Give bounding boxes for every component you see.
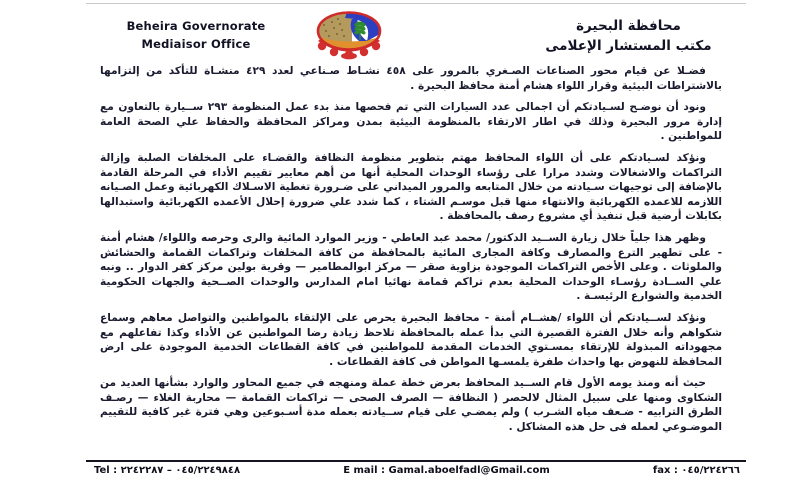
paragraph-6: حيث أنه ومنذ يومه الأول قام الســيد المحافظ بعرض خطة عملة ومنهجه في جميع المحاور والوارد بشأنها العديد من الشكاوى ومنها على سبيل المثال لالحصر ( النظافة — الصرف الصحى — تراكمات القمامة — محاربة الغلاء — رصـف الطرق الترابيه - ضـعف مياه الشـرب ) ولم يمضـي على قيام ســيادته بعمله مدة أسـبوعين وهي فترة غير كافية للتقييم الموضـوعي لعمله فى حل هذه المشاكل . [100, 377, 722, 434]
footer-email: E mail : Gamal.aboelfadl@Gmail.com [343, 465, 550, 476]
beheira-governorate-emblem-icon [311, 10, 387, 62]
footer-fax: fax : ٠٤٥/٢٢٤٢٦٦ [652, 465, 740, 476]
paragraph-4: وظهر هذا جلياً خلال زيارة الســيد الدكتور/ محمد عبد العاطي - وزير الموارد المائية والرى وحرصه واللواء/ هشام أمنة - على تطهير الترع والمصارف وكافة المجارى المائية بالمحافظة من كافة المخلفات وتراكمات القمامة والحشائش والملوثات . وعلى الأخص التراكمات الموجودة بزاوية صقر — مركز ابوالمطامير — وقرية بولين مركز كفر الدوار .. ونبه علي الســادة رؤسـاء الوحدات المحلية بعدم تراكم قمامة نهائيا امام المدارس والوحدات الصــحية والجهات الحكومية الخدمية والشوارع الرئيسـة . [100, 231, 722, 303]
footer-contact-bar [94, 465, 740, 476]
org-name-arabic-line2: مكتب المستشار الإعلامى [545, 38, 712, 54]
footer-divider [86, 460, 746, 462]
org-name-english-line1: Beheira Governorate [126, 19, 266, 34]
paragraph-3: ونؤكد لسـيادتكم على أن اللواء المحافظ مهتم بتطوير منظومة النظافة والقضـاء على المخلفات الصلبة وإزالة التراكمات والاشغالات وشدد مرارا على رؤساء الوحدات المحلية أنها من أهم معايير تقييم الأداء في المرحلة القادمة بالإضافة إلى توجيهات سـيادته من خلال المتابعه والمرور الميداني على ضـرورة تغطية الاسـلاك الكهربائية وعمل الصـيانه اللازمه للاعمده الكهربائية والانتهاء منها قبل موسـم الشتاء ، كما شدد علي ضرورة إحلال الأعمده الكهربائية واستبدالها بكابلات أرضية قبل تنفيذ أي مشروع رصف بالمحافظة . [100, 151, 722, 223]
footer-tel: Tel : ٠٤٥/٢٢٤٩٨٤٨ – ٢٢٤٢٢٨٧ [94, 465, 241, 476]
paragraph-5: ونؤكد لســيادتكم أن اللواء /هشــام أمنة - محافظ البحيرة يحرص على الإلتقاء بالمواطنين والتواصل معاهم وسماع شكواهم وأنه خلال الفترة القصيرة التي بدأ عمله بالمحافظة تلاحظ زيادة رضا المواطنين عن الأداء وكذا تفاعلهم مع مجهوداته المبذولة للإرتقاء بمسـتوي الخدمات المقدمة للمواطنين في كافة القطاعات الخدمية الموجودة على ارض المحافظة للنهوض بها واحداث طفرة يلمسـها المواطن فى كافة القطاعات . [100, 311, 722, 368]
org-name-english [86, 18, 306, 54]
letterhead [86, 10, 746, 62]
org-name-english-line2: Mediaisor Office [141, 37, 251, 51]
org-name-arabic-line1: محافظة البحيرة [576, 17, 681, 34]
org-name-arabic [511, 16, 746, 57]
letter-body [100, 64, 722, 456]
paragraph-2: ونود أن نوضـح لسـيادتكم أن اجمالى عدد السيارات التي تم فحصها منذ بدء عمل المنظومة ٢٩٣ ســيارة بالتعاون مع إدارة مرور البحيرة وذلك في اطار الارتقاء بالمنظومة البيئية بمدن ومراكز المحافظة والحفاظ علي الصحة العامة للمواطنين . [100, 101, 722, 143]
top-divider [86, 3, 746, 4]
paragraph-1: فضـلا عن قيام محور الصناعات الصـغري بالمرور على ٤٥٨ نشـاط صـناعي لعدد ٤٢٩ منشـاة للتأكد من إلتزامها بالاشتراطات البيئية وقرار اللواء هشام أمنة محافظ البحيرة . [100, 65, 722, 92]
